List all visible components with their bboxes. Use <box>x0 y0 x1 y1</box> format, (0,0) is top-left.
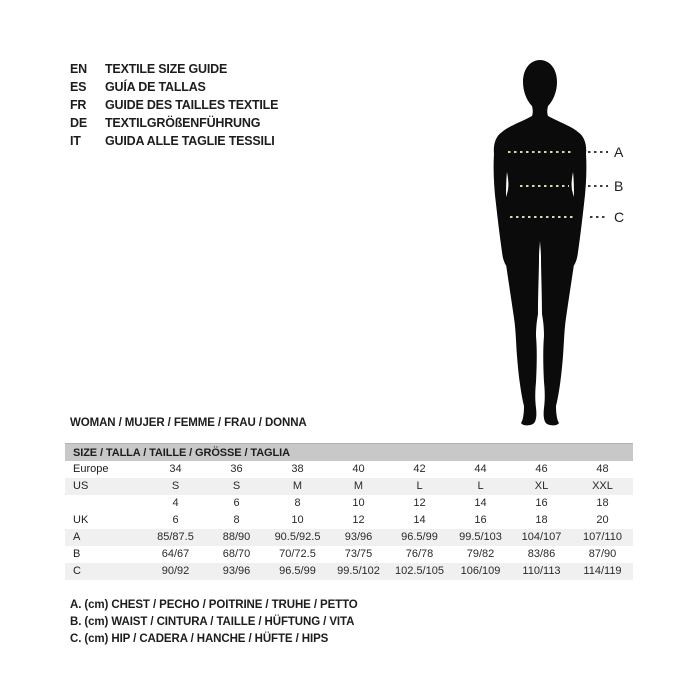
size-cell: 70/72.5 <box>279 548 316 560</box>
size-cell: 102.5/105 <box>395 565 444 577</box>
row-label: US <box>73 480 89 492</box>
table-row <box>65 546 633 563</box>
size-cell: 44 <box>474 463 487 475</box>
size-cell: 16 <box>535 497 548 509</box>
size-cell: 68/70 <box>222 548 251 560</box>
language-label: GUÍA DE TALLAS <box>105 80 206 94</box>
language-label: GUIDA ALLE TAGLIE TESSILI <box>105 134 275 148</box>
language-code: IT <box>70 134 81 148</box>
row-label: UK <box>73 514 89 526</box>
row-label: Europe <box>73 463 109 475</box>
size-cell: 99.5/103 <box>459 531 502 543</box>
table-row <box>65 478 633 495</box>
size-cell: 42 <box>413 463 426 475</box>
language-row <box>70 60 278 78</box>
language-label: TEXTILGRÖßENFÜHRUNG <box>105 116 261 130</box>
size-cell: 83/86 <box>527 548 556 560</box>
size-cell: 14 <box>413 514 426 526</box>
language-code: EN <box>70 62 87 76</box>
size-cell: M <box>353 480 364 492</box>
row-label: B <box>73 548 81 560</box>
measurement-legend <box>70 597 358 648</box>
hip-marker-label: C <box>614 209 625 225</box>
size-cell: 18 <box>535 514 548 526</box>
size-table-header: SIZE / TALLA / TAILLE / GRÖSSE / TAGLIA <box>65 443 633 461</box>
size-cell: 104/107 <box>521 531 562 543</box>
size-cell: L <box>477 480 484 492</box>
size-cell: 64/67 <box>161 548 190 560</box>
woman-silhouette-figure <box>468 52 640 437</box>
size-cell: S <box>171 480 180 492</box>
size-cell: 6 <box>172 514 179 526</box>
woman-silhouette <box>494 60 587 425</box>
size-cell: 90.5/92.5 <box>274 531 321 543</box>
size-cell: 10 <box>291 514 304 526</box>
waist-marker-label: B <box>614 178 624 194</box>
size-cell: 76/78 <box>405 548 434 560</box>
size-cell: 20 <box>596 514 609 526</box>
language-code: ES <box>70 80 87 94</box>
table-row <box>65 563 633 580</box>
language-row <box>70 96 278 114</box>
table-row <box>65 495 633 512</box>
size-cell: 79/82 <box>466 548 495 560</box>
size-cell: 34 <box>169 463 182 475</box>
size-cell: 99.5/102 <box>337 565 380 577</box>
language-code: FR <box>70 98 87 112</box>
language-code: DE <box>70 116 87 130</box>
size-cell: 88/90 <box>222 531 251 543</box>
size-cell: 96.5/99 <box>279 565 316 577</box>
size-cell: 46 <box>535 463 548 475</box>
size-cell: 4 <box>172 497 179 509</box>
language-row <box>70 114 278 132</box>
size-cell: 8 <box>294 497 301 509</box>
table-row <box>65 512 633 529</box>
size-cell: 8 <box>233 514 240 526</box>
size-cell: 90/92 <box>161 565 190 577</box>
silhouette-svg <box>468 52 640 437</box>
size-cell: 93/96 <box>222 565 251 577</box>
language-row <box>70 78 278 96</box>
language-label: GUIDE DES TAILLES TEXTILE <box>105 98 279 112</box>
size-cell: M <box>292 480 303 492</box>
legend-line: A. (cm) CHEST / PECHO / POITRINE / TRUHE / PETTO <box>70 599 358 611</box>
size-cell: 12 <box>413 497 426 509</box>
size-cell: L <box>416 480 423 492</box>
size-cell: 48 <box>596 463 609 475</box>
language-label: TEXTILE SIZE GUIDE <box>105 62 228 76</box>
legend-line: B. (cm) WAIST / CINTURA / TAILLE / HÜFTUNG / VITA <box>70 616 355 628</box>
size-cell: 93/96 <box>344 531 373 543</box>
size-cell: S <box>232 480 241 492</box>
size-table <box>65 443 633 580</box>
legend-line: C. (cm) HIP / CADERA / HANCHE / HÜFTE / HIPS <box>70 633 329 645</box>
size-cell: XXL <box>592 480 613 492</box>
size-cell: 96.5/99 <box>401 531 438 543</box>
table-row <box>65 461 633 478</box>
size-cell: 38 <box>291 463 304 475</box>
size-cell: 36 <box>230 463 243 475</box>
size-cell: 16 <box>474 514 487 526</box>
size-cell: 10 <box>352 497 365 509</box>
row-label: A <box>73 531 81 543</box>
chest-marker-label: A <box>614 144 624 160</box>
table-row <box>65 529 633 546</box>
size-cell: 110/113 <box>522 565 561 577</box>
size-cell: XL <box>534 480 549 492</box>
size-cell: 114/119 <box>583 565 622 577</box>
row-label: C <box>73 565 81 577</box>
size-table-body <box>65 461 633 580</box>
size-cell: 107/110 <box>583 531 622 543</box>
language-row <box>70 132 278 150</box>
size-cell: 6 <box>233 497 240 509</box>
size-cell: 85/87.5 <box>157 531 194 543</box>
language-list <box>70 60 278 150</box>
size-cell: 14 <box>474 497 487 509</box>
size-cell: 18 <box>596 497 609 509</box>
size-cell: 40 <box>352 463 365 475</box>
row-label <box>65 495 145 512</box>
size-cell: 73/75 <box>344 548 373 560</box>
size-cell: 106/109 <box>460 565 501 577</box>
gender-title: WOMAN / MUJER / FEMME / FRAU / DONNA <box>70 417 307 429</box>
size-cell: 87/90 <box>588 548 617 560</box>
size-cell: 12 <box>352 514 365 526</box>
